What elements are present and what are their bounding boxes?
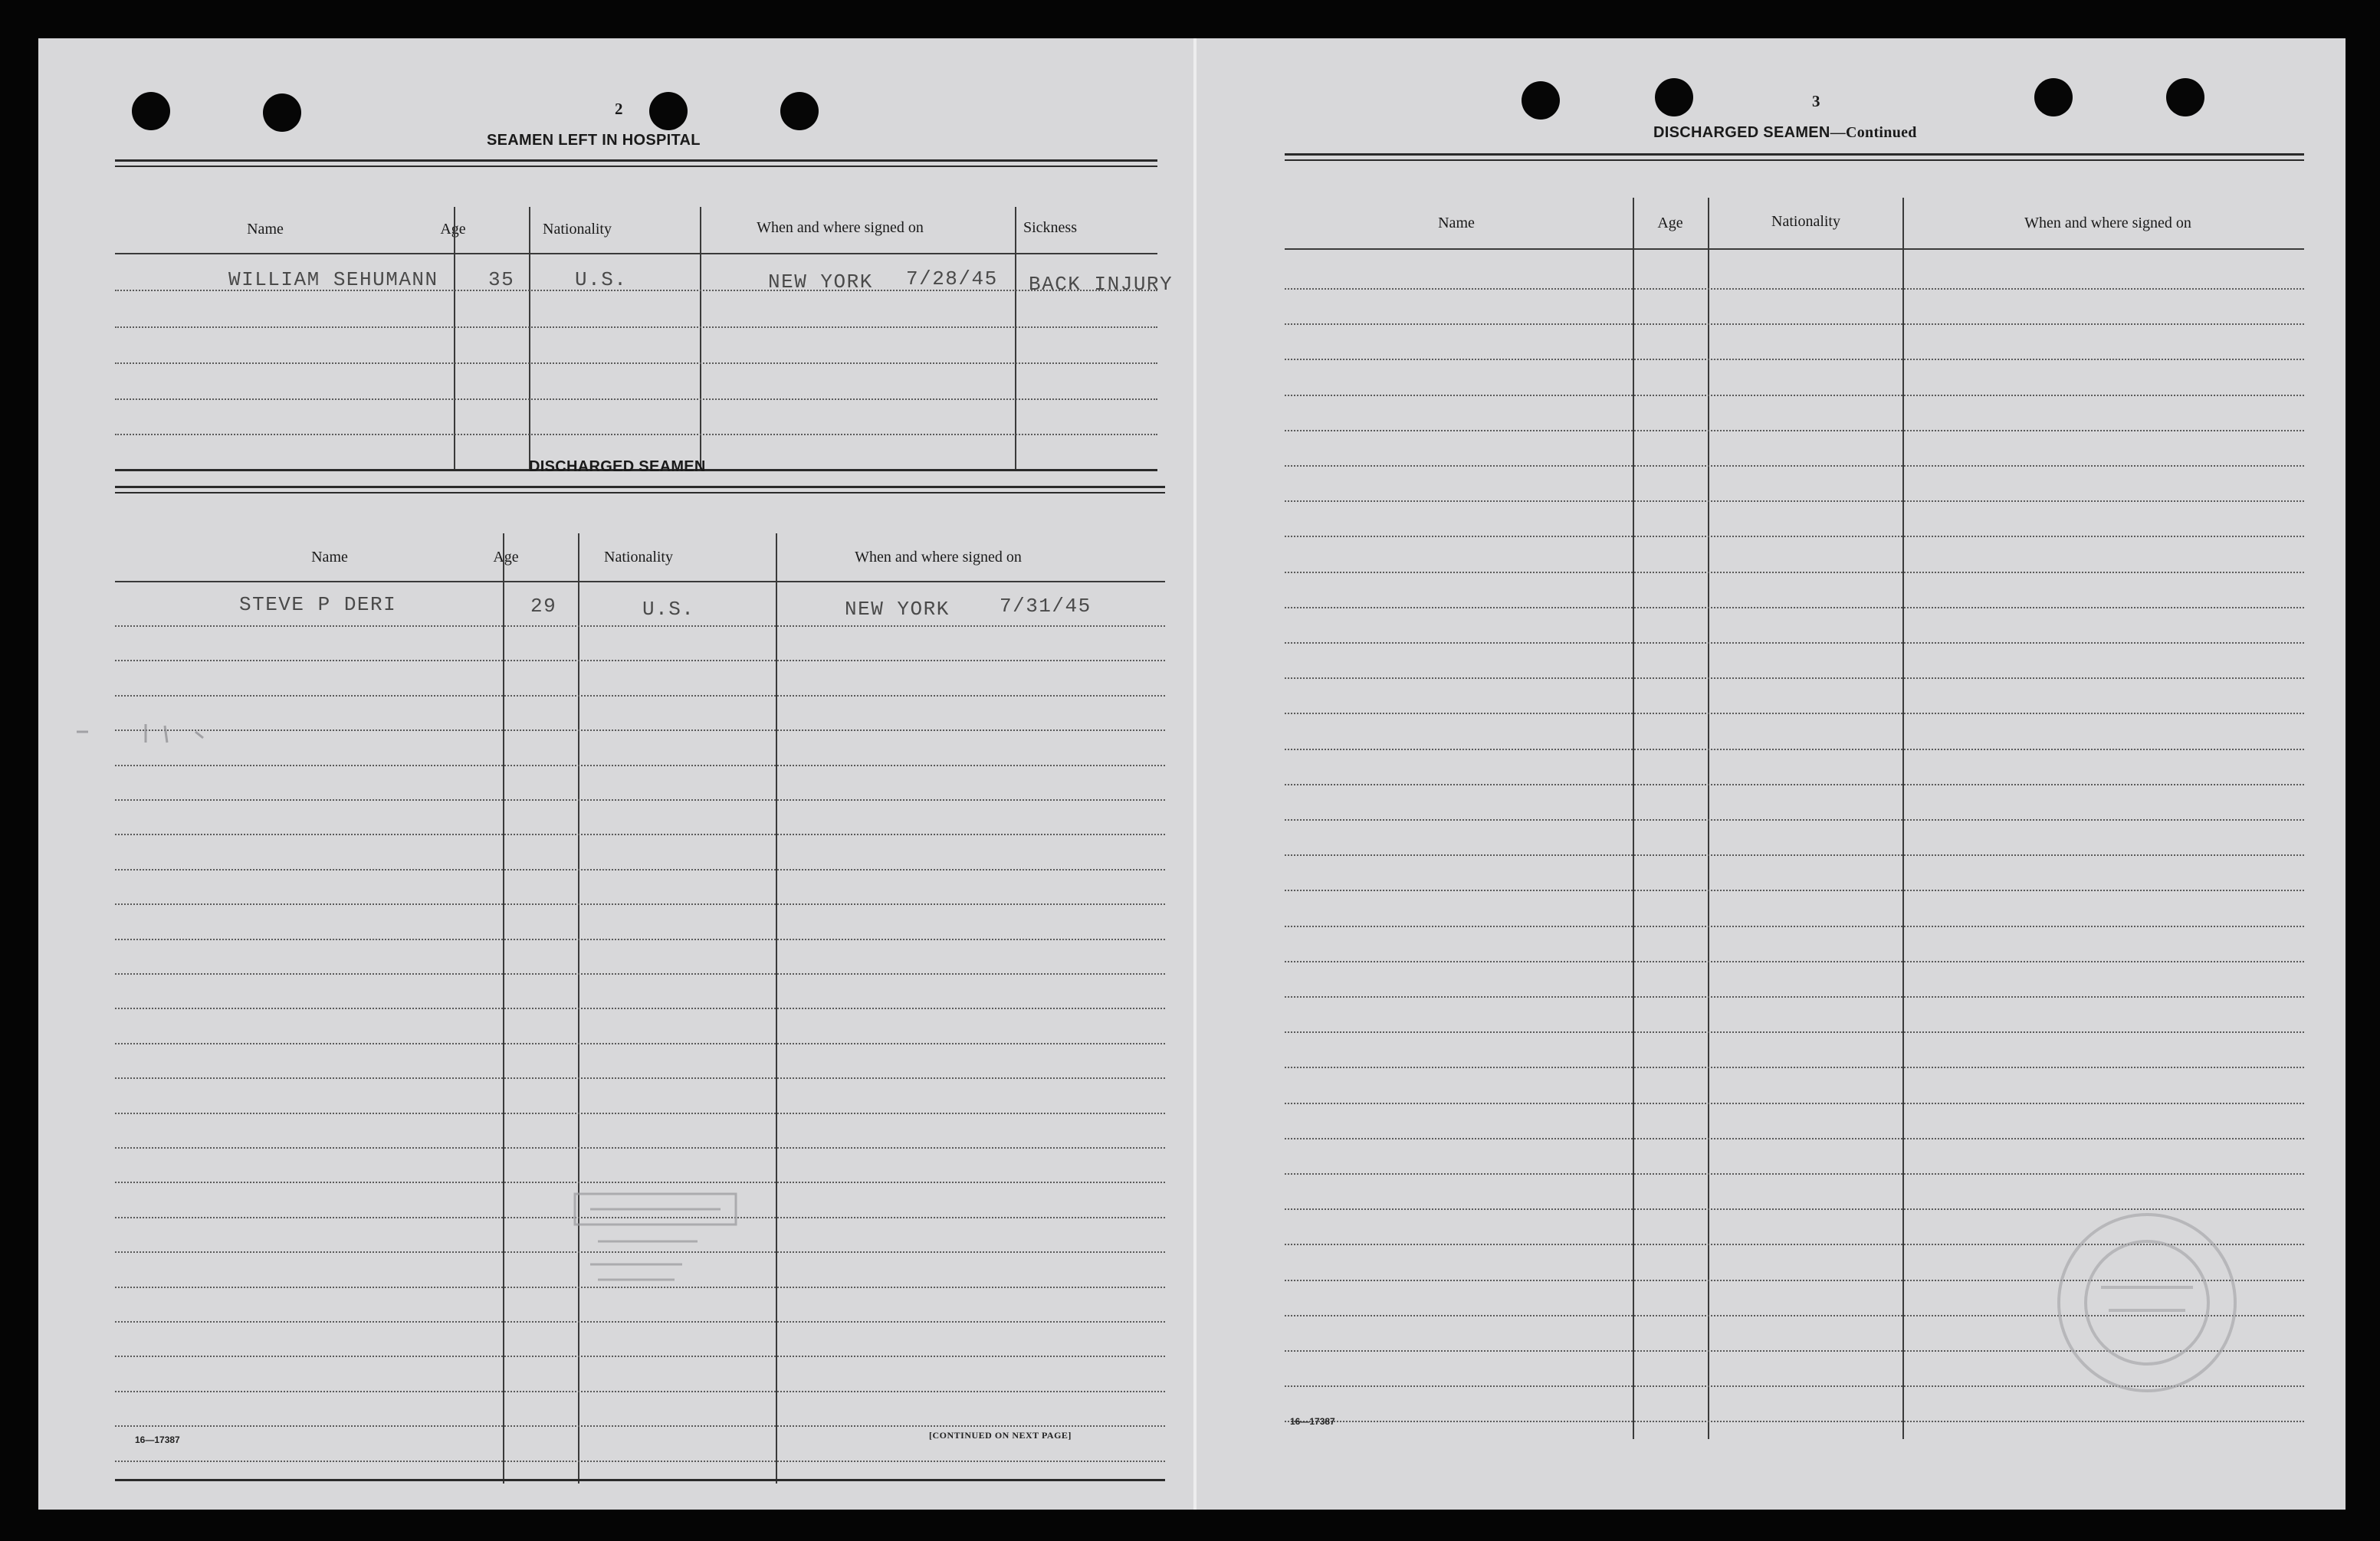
ruled-line (1285, 1244, 2304, 1245)
punch-hole (1522, 81, 1560, 120)
ruled-line (1285, 1385, 2304, 1387)
ruled-line (115, 1321, 1165, 1323)
ruled-line (1285, 1173, 2304, 1175)
ruled-line (115, 869, 1165, 871)
ruled-line (1285, 677, 2304, 679)
ruled-line (1285, 288, 2304, 290)
seaman-nationality: U.S. (642, 598, 695, 621)
col-header-signed-on: When and where signed on (2024, 215, 2191, 231)
ruled-line (1285, 1208, 2304, 1210)
col-header-age: Age (440, 221, 466, 238)
ruled-line (1285, 395, 2304, 396)
ruled-line (1285, 784, 2304, 785)
punch-hole (649, 92, 688, 130)
ruled-line (1285, 1103, 2304, 1104)
ruled-line (115, 973, 1165, 975)
ruled-line (1285, 961, 2304, 962)
punch-hole (1655, 78, 1693, 116)
col-header-age: Age (493, 549, 519, 566)
right-page (1197, 38, 2346, 1510)
ruled-line (115, 799, 1165, 801)
ruled-line (1285, 642, 2304, 644)
ruled-line (115, 834, 1165, 835)
form-number: 16—17387 (135, 1434, 180, 1445)
punch-hole (2166, 78, 2204, 116)
ruled-line (1285, 819, 2304, 821)
hospital-table (115, 159, 1174, 474)
col-header-signed-on: When and where signed on (855, 549, 1022, 566)
discharged-table (115, 486, 1165, 1482)
col-header-nationality: Nationality (1771, 213, 1840, 230)
ruled-line (1285, 465, 2304, 467)
ruled-line (115, 1182, 1165, 1183)
seaman-age: 35 (488, 268, 515, 291)
ruled-line (1285, 890, 2304, 891)
ruled-line (1285, 1350, 2304, 1352)
discharged-continued-table (1285, 153, 2304, 1456)
col-header-name: Name (1438, 215, 1475, 231)
form-number: 16—17387 (1290, 1416, 1335, 1427)
ruled-line (115, 1043, 1165, 1044)
ruled-line (1285, 1138, 2304, 1139)
discharged-section-title: DISCHARGED SEAMEN (529, 458, 706, 475)
ruled-line (115, 903, 1165, 905)
sickness: BACK INJURY (1029, 273, 1174, 296)
page-number: 3 (1812, 92, 1820, 110)
ruled-line (115, 1391, 1165, 1392)
ruled-line (1285, 323, 2304, 325)
ruled-line (115, 730, 1165, 731)
ruled-line (115, 939, 1165, 940)
punch-hole (263, 93, 301, 132)
col-header-nationality: Nationality (604, 549, 673, 566)
seaman-nationality: U.S. (575, 268, 628, 291)
signed-on-date: 7/28/45 (906, 267, 998, 290)
continued-note: [CONTINUED ON NEXT PAGE] (929, 1430, 1072, 1441)
ruled-line (1285, 854, 2304, 856)
punch-hole (780, 92, 819, 130)
ruled-line (1285, 1280, 2304, 1281)
ruled-line (115, 1461, 1165, 1462)
ruled-line (115, 1287, 1165, 1288)
document-sheet (38, 38, 2346, 1510)
seaman-age: 29 (530, 595, 557, 618)
ruled-line (115, 660, 1165, 661)
ruled-line (115, 695, 1165, 697)
ruled-line (115, 1077, 1165, 1079)
ruled-line (1285, 749, 2304, 750)
ruled-line (1285, 996, 2304, 998)
col-header-name: Name (247, 221, 284, 238)
hospital-section-title: SEAMEN LEFT IN HOSPITAL (487, 132, 701, 149)
col-header-signed-on: When and where signed on (757, 219, 924, 236)
punch-hole (132, 92, 170, 130)
ruled-line (115, 625, 1165, 627)
signed-on-place: NEW YORK (768, 270, 873, 293)
ruled-line (1285, 536, 2304, 537)
seaman-name: WILLIAM SEHUMANN (228, 268, 438, 291)
ruled-line (1285, 1315, 2304, 1316)
col-header-nationality: Nationality (543, 221, 612, 238)
discharged-continued-title: DISCHARGED SEAMEN—Continued (1653, 124, 1917, 141)
left-page (38, 38, 1192, 1510)
ruled-line (115, 1113, 1165, 1114)
ruled-line (1285, 713, 2304, 714)
punch-hole (2034, 78, 2073, 116)
ruled-line (115, 1251, 1165, 1253)
signed-on-place: NEW YORK (845, 598, 950, 621)
col-header-name: Name (311, 549, 348, 566)
ruled-line (115, 765, 1165, 766)
seaman-name: STEVE P DERI (239, 593, 397, 616)
ruled-line (1285, 430, 2304, 431)
ruled-line (1285, 1067, 2304, 1068)
ruled-line (115, 1217, 1165, 1218)
page-number: 2 (615, 100, 623, 118)
ruled-line (115, 1425, 1165, 1427)
ruled-line (1285, 607, 2304, 608)
ruled-line (1285, 500, 2304, 502)
signed-on-date: 7/31/45 (1000, 595, 1092, 618)
ruled-line (115, 1147, 1165, 1149)
ruled-line (1285, 1421, 2304, 1422)
col-header-sickness: Sickness (1023, 219, 1077, 236)
ruled-line (1285, 926, 2304, 927)
col-header-age: Age (1657, 215, 1683, 231)
ruled-line (115, 1008, 1165, 1009)
ruled-line (1285, 359, 2304, 360)
ruled-line (115, 1356, 1165, 1357)
ruled-line (1285, 1031, 2304, 1033)
ruled-line (1285, 572, 2304, 573)
